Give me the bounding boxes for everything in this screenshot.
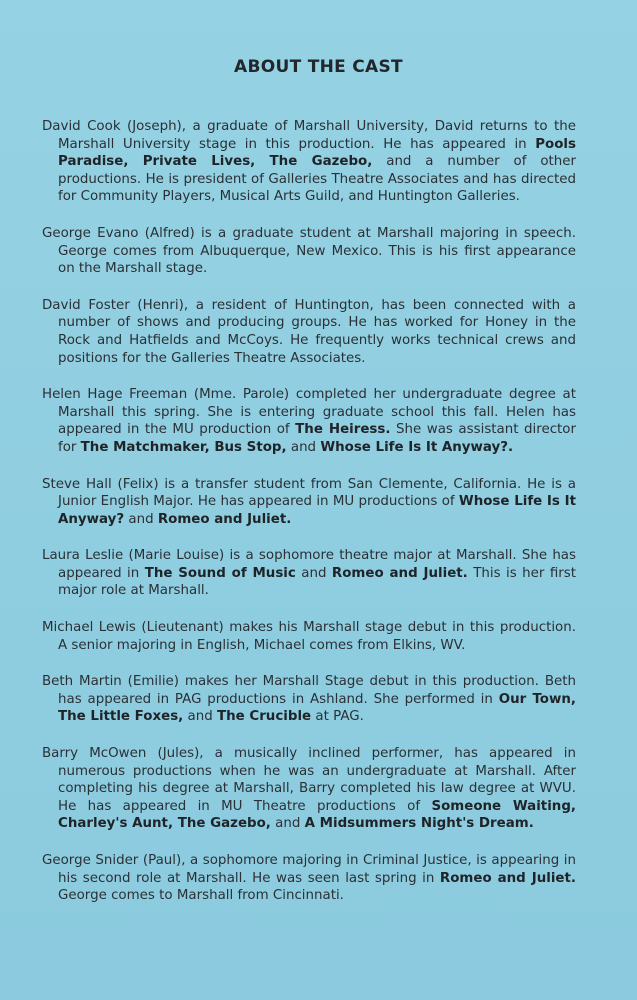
- bio-text: Barry McOwen (Jules), a musically inclined performer, has appeared in numerous productions when he was an undergraduate at Marshall. After completing his degree at Marshall, Barry completed his law degree at WVU. He has appeared in MU Theatre productions of: [42, 746, 576, 814]
- bio-text: David Cook (Joseph), a graduate of Marshall University, David returns to the Marshall University stage in this production. He has appeared in: [42, 119, 576, 152]
- cast-bio: [42, 297, 576, 367]
- production-title: Whose Life Is It Anyway?: [58, 494, 576, 527]
- cast-bio: [42, 225, 576, 278]
- production-title: The Sound of Music: [144, 565, 296, 581]
- production-title: The Crucible: [216, 709, 312, 725]
- production-title: A Midsummers Night's Dream.: [304, 816, 534, 832]
- production-title: The Heiress.: [295, 422, 391, 438]
- cast-bio: [42, 547, 576, 600]
- bio-text: Laura Leslie (Marie Louise) is a sophomore theatre major at Marshall. She has appeared in: [42, 548, 576, 581]
- bio-text: George Snider (Paul), a sophomore majoring in Criminal Justice, is appearing in his second role at Marshall. He was seen last spring in: [42, 853, 576, 886]
- production-title: Romeo and Juliet.: [331, 565, 468, 581]
- cast-bio: [42, 745, 576, 833]
- production-title: Romeo and Juliet.: [439, 870, 576, 886]
- bio-text: and: [183, 709, 217, 725]
- bio-text: Michael Lewis (Lieutenant) makes his Marshall stage debut in this production. A senior majoring in English, Michael comes from Elkins, WV.: [42, 620, 576, 653]
- bio-text: She was assistant director for: [58, 422, 577, 455]
- cast-bio: [42, 476, 576, 529]
- bio-text: at PAG.: [311, 709, 364, 725]
- production-title: Someone Waiting, Charley's Aunt, The Gazebo,: [58, 798, 576, 832]
- production-title: Romeo and Juliet.: [157, 511, 292, 527]
- bio-text: Beth Martin (Emilie) makes her Marshall Stage debut in this production. Beth has appeared in PAG productions in Ashland. She performed in: [42, 674, 576, 707]
- cast-bio: [42, 118, 576, 206]
- bio-text: and: [124, 511, 158, 527]
- cast-bio: [42, 619, 576, 654]
- production-title: The Matchmaker, Bus Stop,: [80, 439, 287, 455]
- bio-text: Steve Hall (Felix) is a transfer student from San Clemente, California. He is a Junior English Major. He has appeared in MU productions of: [42, 476, 576, 510]
- bio-text: and: [286, 439, 321, 455]
- cast-bio: [42, 852, 576, 905]
- cast-bio: [42, 673, 576, 726]
- bio-text: This is her first major role at Marshall.: [58, 565, 576, 599]
- cast-bio: [42, 386, 576, 456]
- page-title: ABOUT THE CAST: [234, 57, 403, 77]
- bio-text: and: [295, 565, 332, 581]
- bio-text: David Foster (Henri), a resident of Huntington, has been connected with a number of shows and producing groups. He has worked for Honey in the Rock and Hatfields and McCoys. He frequently works technical crews and positions for the Galleries Theatre Associates.: [42, 297, 576, 366]
- bio-text: and a number of other productions. He is president of Galleries Theatre Associates and has directed for Community Players, Musical Arts Guild, and Huntington Galleries.: [58, 154, 576, 205]
- bio-text: Helen Hage Freeman (Mme. Parole) completed her undergraduate degree at Marshall this spring. She is entering graduate school this fall. Helen has appeared in the MU production of: [42, 387, 576, 438]
- bio-text: George Evano (Alfred) is a graduate student at Marshall majoring in speech. George comes from Albuquerque, New Mexico. This is his first appearance on the Marshall stage.: [42, 225, 576, 277]
- production-title: Whose Life Is It Anyway?.: [320, 439, 514, 455]
- cast-bio-list: [42, 118, 576, 924]
- production-title: Pools Paradise, Private Lives, The Gazebo,: [58, 136, 576, 170]
- production-title: Our Town, The Little Foxes,: [58, 691, 576, 725]
- bio-text: and: [270, 816, 305, 832]
- bio-text: George comes to Marshall from Cincinnati.: [58, 888, 344, 904]
